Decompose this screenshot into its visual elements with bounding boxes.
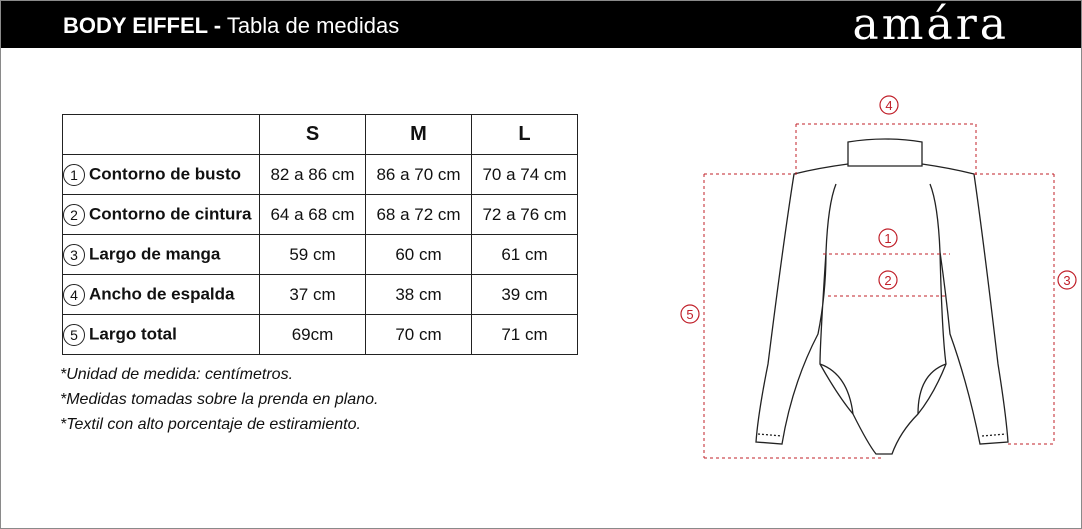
number-badge: 1 [63, 164, 85, 186]
value-cell: 68 a 72 cm [366, 195, 472, 235]
row-label-text: Largo total [89, 323, 177, 343]
table-row [63, 315, 578, 355]
page-subtitle: Tabla de medidas [226, 13, 400, 38]
measurement-lines [704, 124, 1054, 458]
garment-diagram [668, 84, 1080, 476]
svg-text:3: 3 [1063, 273, 1071, 288]
value-cell: 70 a 74 cm [472, 155, 578, 195]
row-label [63, 235, 260, 275]
row-label [63, 195, 260, 235]
note-line: *Textil con alto porcentaje de estiramiento. [60, 416, 361, 433]
svg-text:2: 2 [884, 273, 892, 288]
number-badge: 3 [63, 244, 85, 266]
row-label [63, 315, 260, 355]
svg-text:5: 5 [686, 307, 694, 322]
marker-3 [1058, 271, 1076, 289]
size-header-m: M [366, 115, 472, 155]
value-cell: 39 cm [472, 275, 578, 315]
value-cell: 69cm [260, 315, 366, 355]
size-header-row [63, 115, 578, 155]
size-header-s: S [260, 115, 366, 155]
row-label-text: Contorno de cintura [89, 203, 252, 223]
header-bar [1, 1, 1081, 48]
page-title [63, 13, 399, 39]
empty-header-cell [63, 115, 260, 155]
product-name: BODY EIFFEL - [63, 13, 222, 38]
row-label [63, 155, 260, 195]
value-cell: 70 cm [366, 315, 472, 355]
table-row [63, 235, 578, 275]
row-label [63, 275, 260, 315]
marker-1 [879, 229, 897, 247]
value-cell: 82 a 86 cm [260, 155, 366, 195]
marker-4 [880, 96, 898, 114]
size-table [62, 114, 578, 355]
value-cell: 61 cm [472, 235, 578, 275]
value-cell: 86 a 70 cm [366, 155, 472, 195]
row-label-text: Ancho de espalda [89, 283, 235, 303]
number-badge: 4 [63, 284, 85, 306]
number-badge: 2 [63, 204, 85, 226]
value-cell: 72 a 76 cm [472, 195, 578, 235]
svg-text:1: 1 [884, 231, 892, 246]
brand-logo: amára [852, 0, 1009, 50]
row-label-text: Contorno de busto [89, 163, 242, 183]
svg-text:4: 4 [885, 98, 893, 113]
row-label-text: Largo de manga [89, 243, 221, 263]
value-cell: 71 cm [472, 315, 578, 355]
marker-5 [681, 305, 699, 323]
value-cell: 64 a 68 cm [260, 195, 366, 235]
notes-block [60, 362, 378, 437]
note-line: *Medidas tomadas sobre la prenda en plano. [60, 391, 379, 408]
value-cell: 37 cm [260, 275, 366, 315]
size-header-l: L [472, 115, 578, 155]
value-cell: 60 cm [366, 235, 472, 275]
table-row [63, 275, 578, 315]
number-badge: 5 [63, 324, 85, 346]
table-row [63, 195, 578, 235]
value-cell: 59 cm [260, 235, 366, 275]
table-row [63, 155, 578, 195]
marker-2 [879, 271, 897, 289]
note-line: *Unidad de medida: centímetros. [60, 366, 294, 383]
value-cell: 38 cm [366, 275, 472, 315]
